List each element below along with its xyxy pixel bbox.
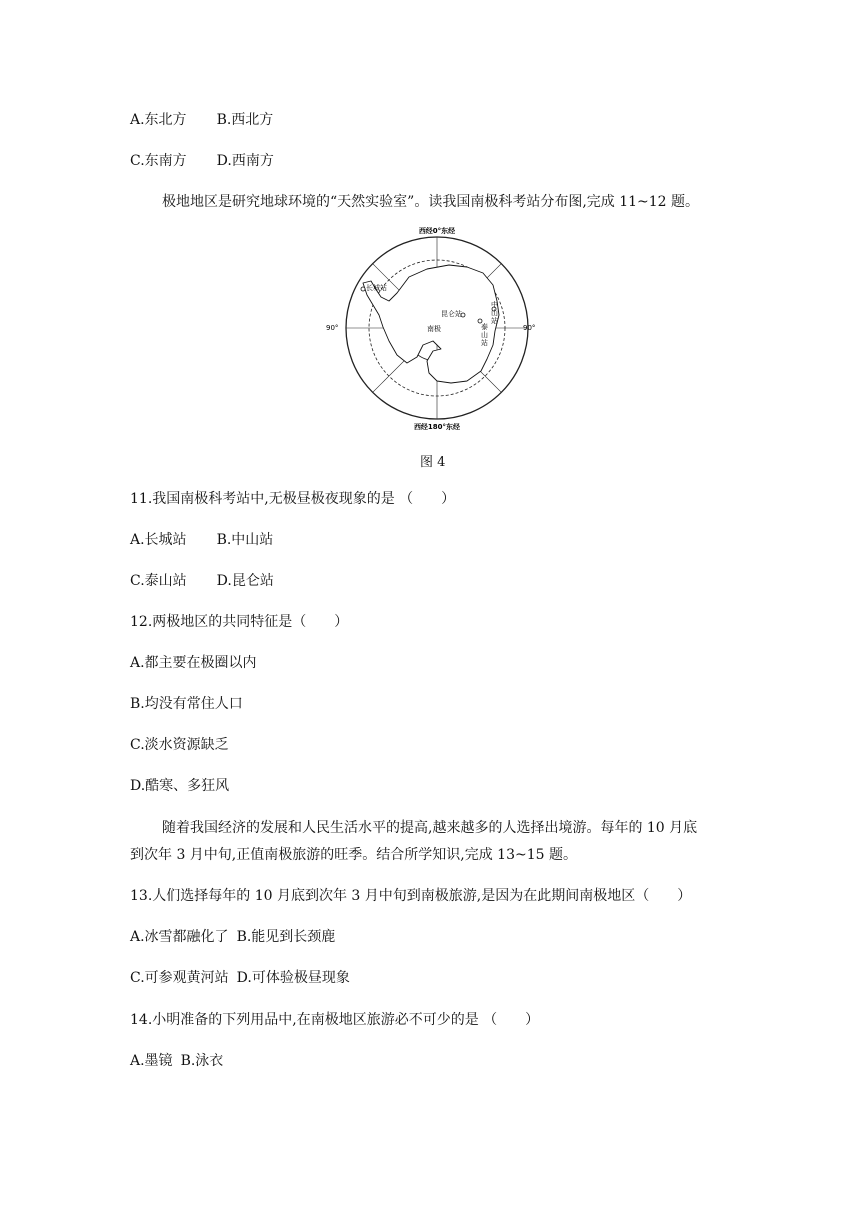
- q10-option-a: A.东北方: [130, 112, 187, 128]
- q14-option-b: B.泳衣: [180, 1053, 224, 1069]
- q10-options-row1: [130, 110, 273, 130]
- map-top-label: 西经0°东经: [418, 227, 456, 235]
- changcheng-station-marker: [361, 287, 365, 291]
- changcheng-station-label: 长城站: [366, 284, 387, 292]
- q11-options-row1: [130, 530, 273, 550]
- south-pole-label: 南极: [427, 325, 441, 333]
- q14-options-row1: [130, 1051, 223, 1071]
- q13-option-d: D.可体验极昼现象: [236, 970, 350, 986]
- map-bottom-label: 西经180°东经: [413, 423, 461, 431]
- q10-option-b: B.西北方: [216, 112, 274, 128]
- intro-paragraph-2-line-1: 随着我国经济的发展和人民生活水平的提高,越来越多的人选择出境游。每年的 10 月底: [162, 820, 698, 836]
- kunlun-station-label: 昆仑站: [441, 310, 462, 318]
- taishan-label-char-3: 站: [481, 339, 488, 347]
- q12-option-d: D.酷寒、多狂风: [130, 778, 230, 794]
- taishan-label-char-1: 泰: [481, 323, 488, 331]
- q12-option-c: C.淡水资源缺乏: [130, 737, 229, 753]
- q10-options-row2: [130, 151, 274, 171]
- zhongshan-label-char-1: 中: [491, 301, 498, 309]
- q11-stem: 11.我国南极科考站中,无极昼极夜现象的是 （ ）: [130, 491, 456, 507]
- q12-option-a: A.都主要在极圈以内: [130, 655, 257, 671]
- q11-option-c: C.泰山站: [130, 573, 187, 589]
- q10-option-c: C.东南方: [130, 153, 187, 169]
- q13-options-row2: [130, 968, 350, 988]
- antarctica-outline: [363, 265, 499, 383]
- q12-stem: 12.两极地区的共同特征是（ ）: [130, 614, 349, 630]
- q11-option-b: B.中山站: [216, 532, 274, 548]
- antarctic-stations-map: [326, 223, 537, 433]
- q13-option-a: A.冰雪都融化了: [130, 929, 229, 945]
- q11-options-row2: [130, 571, 274, 591]
- q13-stem: 13.人们选择每年的 10 月底到次年 3 月中旬到南极旅游,是因为在此期间南极地区（ ）: [130, 888, 692, 904]
- q12-option-b: B.均没有常住人口: [130, 696, 243, 712]
- figure-caption: 图 4: [420, 455, 446, 470]
- q14-stem: 14.小明准备的下列用品中,在南极地区旅游必不可少的是 （ ）: [130, 1012, 540, 1028]
- q10-option-d: D.西南方: [216, 153, 274, 169]
- zhongshan-label-char-3: 站: [491, 317, 498, 325]
- zhongshan-label-char-2: 山: [491, 309, 498, 317]
- q11-option-a: A.长城站: [130, 532, 187, 548]
- taishan-label-char-2: 山: [481, 331, 488, 339]
- map-left-label: 90°: [326, 324, 339, 332]
- q13-options-row1: [130, 927, 335, 947]
- q11-option-d: D.昆仑站: [216, 573, 274, 589]
- map-right-label: 90°: [523, 324, 536, 332]
- q14-option-a: A.墨镜: [130, 1053, 173, 1069]
- intro-paragraph-2-line-2: 到次年 3 月中旬,正值南极旅游的旺季。结合所学知识,完成 13~15 题。: [130, 847, 577, 863]
- q13-option-b: B.能见到长颈鹿: [236, 929, 336, 945]
- q13-option-c: C.可参观黄河站: [130, 970, 229, 986]
- intro-paragraph-1: 极地地区是研究地球环境的“天然实验室”。读我国南极科考站分布图,完成 11~12 题。: [162, 194, 700, 210]
